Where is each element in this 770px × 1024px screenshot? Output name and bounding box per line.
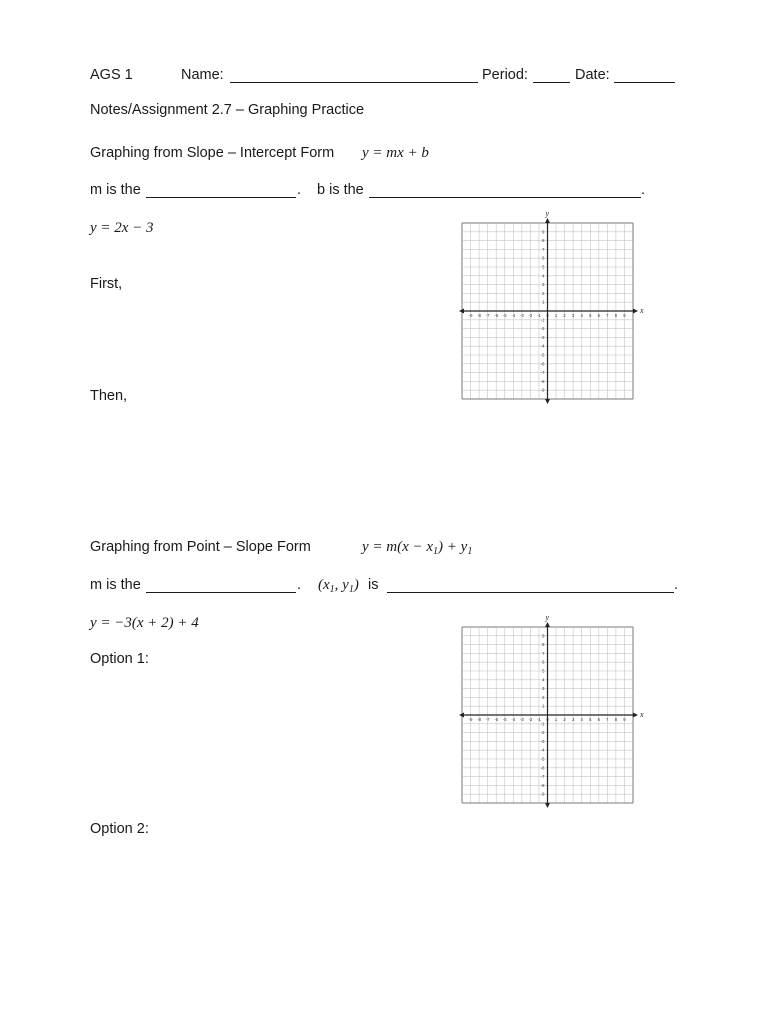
x-axis-label: x bbox=[640, 306, 644, 315]
y-tick-label: 1 bbox=[542, 703, 545, 709]
course-label: AGS 1 bbox=[90, 67, 133, 83]
page-title: Notes/Assignment 2.7 – Graphing Practice bbox=[90, 102, 365, 118]
y-tick-label: 3 bbox=[542, 686, 545, 692]
x-tick-label: 5 bbox=[589, 717, 592, 722]
section1-b-period: . bbox=[641, 182, 646, 198]
option1-label: Option 1: bbox=[90, 651, 149, 667]
x-tick-label: 3 bbox=[571, 717, 575, 722]
x-tick-label: 4 bbox=[580, 717, 583, 722]
section2-m-label: m is the bbox=[90, 577, 141, 593]
x-tick-label: 0 bbox=[546, 717, 549, 722]
section2-point-notation: ($x_1$, $y_1$) bbox=[318, 577, 359, 595]
x-tick-label: -6 bbox=[494, 717, 499, 722]
y-tick-label: -9 bbox=[540, 791, 545, 797]
x-tick-label: 6 bbox=[597, 717, 600, 722]
y-tick-label: -1 bbox=[540, 721, 545, 727]
x-tick-label: -9 bbox=[468, 717, 473, 722]
section2-m-field[interactable] bbox=[146, 592, 296, 593]
y-tick-label: 7 bbox=[542, 650, 545, 656]
y-tick-label: 5 bbox=[542, 264, 545, 270]
x-tick-label: 2 bbox=[563, 313, 566, 318]
x-tick-label: 4 bbox=[580, 313, 583, 318]
coordinate-grid-2[interactable] bbox=[452, 614, 652, 810]
x-tick-label: 6 bbox=[597, 313, 600, 318]
y-tick-label: 6 bbox=[542, 659, 545, 665]
y-tick-label: -8 bbox=[540, 378, 545, 384]
x-axis-label: x bbox=[640, 710, 644, 719]
y-tick-label: -3 bbox=[540, 334, 545, 340]
x-tick-label: -5 bbox=[502, 313, 507, 318]
x-tick-label: 8 bbox=[614, 313, 618, 318]
y-tick-label: 2 bbox=[542, 290, 545, 296]
section2-heading: Graphing from Point – Slope Form bbox=[90, 539, 311, 555]
x-tick-label: -5 bbox=[502, 717, 507, 722]
x-tick-label: -9 bbox=[468, 313, 473, 318]
y-tick-label: -6 bbox=[540, 361, 545, 367]
y-tick-label: 7 bbox=[542, 246, 545, 252]
x-tick-label: -1 bbox=[537, 313, 541, 318]
x-tick-label: -3 bbox=[519, 717, 524, 722]
name-field[interactable] bbox=[230, 82, 478, 83]
x-tick-label: 8 bbox=[614, 717, 618, 722]
y-tick-label: -4 bbox=[540, 343, 545, 349]
date-label: Date: bbox=[575, 67, 610, 83]
section1-m-field[interactable] bbox=[146, 197, 296, 198]
section2-point-is: is bbox=[368, 577, 379, 593]
x-tick-label: -1 bbox=[537, 717, 541, 722]
section1-m-period: . bbox=[297, 182, 302, 198]
x-tick-label: -7 bbox=[485, 313, 490, 318]
x-tick-label: 1 bbox=[554, 717, 558, 722]
y-axis-arrow-down bbox=[545, 803, 550, 808]
x-axis-arrow-right bbox=[633, 309, 638, 314]
section1-m-label: m is the bbox=[90, 182, 141, 198]
date-field[interactable] bbox=[614, 82, 675, 83]
section1-b-label: b is the bbox=[317, 182, 364, 198]
y-tick-label: 5 bbox=[542, 668, 545, 674]
y-tick-label: 1 bbox=[542, 299, 545, 305]
y-tick-label: -9 bbox=[540, 387, 545, 393]
first-label: First, bbox=[90, 276, 123, 292]
x-tick-label: -7 bbox=[485, 717, 490, 722]
section2-point-period: . bbox=[674, 577, 679, 593]
y-tick-label: 9 bbox=[542, 633, 545, 639]
y-tick-label: -8 bbox=[540, 782, 545, 788]
y-axis-label: y bbox=[545, 614, 550, 622]
y-tick-label: 8 bbox=[542, 642, 545, 648]
y-axis-arrow-down bbox=[545, 399, 550, 404]
y-axis-arrow-up bbox=[545, 622, 550, 627]
y-tick-label: -4 bbox=[540, 747, 545, 753]
x-tick-label: -3 bbox=[519, 313, 524, 318]
y-tick-label: 6 bbox=[542, 255, 545, 261]
x-tick-label: 9 bbox=[623, 717, 626, 722]
x-tick-label: 7 bbox=[606, 313, 609, 318]
section2-equation: y = −3(x + 2) + 4 bbox=[90, 615, 199, 631]
section2-point-field[interactable] bbox=[387, 592, 674, 593]
section1-b-field[interactable] bbox=[369, 197, 641, 198]
y-tick-label: -5 bbox=[540, 352, 545, 358]
section1-formula: y = mx + b bbox=[362, 145, 429, 161]
x-tick-label: -8 bbox=[477, 717, 481, 722]
y-tick-label: -7 bbox=[540, 774, 545, 780]
y-tick-label: -3 bbox=[540, 738, 545, 744]
x-tick-label: -2 bbox=[528, 313, 533, 318]
x-tick-label: 9 bbox=[623, 313, 626, 318]
period-label: Period: bbox=[482, 67, 528, 83]
x-tick-label: 2 bbox=[563, 717, 566, 722]
section2-formula: $y = m(x - x_1) + y_1$ bbox=[362, 539, 473, 557]
name-label: Name: bbox=[181, 67, 224, 83]
y-tick-label: 4 bbox=[542, 677, 545, 683]
y-axis-arrow-up bbox=[545, 218, 550, 223]
period-field[interactable] bbox=[533, 82, 570, 83]
x-tick-label: -4 bbox=[511, 717, 516, 722]
y-tick-label: 8 bbox=[542, 238, 545, 244]
y-tick-label: -2 bbox=[540, 730, 545, 736]
y-tick-label: -6 bbox=[540, 765, 545, 771]
y-axis-label: y bbox=[545, 210, 550, 218]
x-tick-label: -8 bbox=[477, 313, 481, 318]
section1-heading: Graphing from Slope – Intercept Form bbox=[90, 145, 335, 161]
y-tick-label: -1 bbox=[540, 317, 545, 323]
then-label: Then, bbox=[90, 388, 128, 404]
y-tick-label: 3 bbox=[542, 282, 545, 288]
x-tick-label: 7 bbox=[606, 717, 609, 722]
section1-equation: y = 2x − 3 bbox=[90, 220, 154, 236]
y-tick-label: 4 bbox=[542, 273, 545, 279]
x-tick-label: -6 bbox=[494, 313, 499, 318]
y-tick-label: 9 bbox=[542, 229, 545, 235]
y-tick-label: 2 bbox=[542, 694, 545, 700]
y-tick-label: -2 bbox=[540, 326, 545, 332]
x-tick-label: -2 bbox=[528, 717, 533, 722]
y-tick-label: -7 bbox=[540, 370, 545, 376]
y-tick-label: -5 bbox=[540, 756, 545, 762]
x-axis-arrow-right bbox=[633, 713, 638, 718]
coordinate-grid-1[interactable] bbox=[452, 210, 652, 406]
x-tick-label: -4 bbox=[511, 313, 516, 318]
x-tick-label: 5 bbox=[589, 313, 592, 318]
x-tick-label: 3 bbox=[571, 313, 575, 318]
x-tick-label: 1 bbox=[554, 313, 558, 318]
x-tick-label: 0 bbox=[546, 313, 549, 318]
section2-m-period: . bbox=[297, 577, 302, 593]
option2-label: Option 2: bbox=[90, 821, 149, 837]
